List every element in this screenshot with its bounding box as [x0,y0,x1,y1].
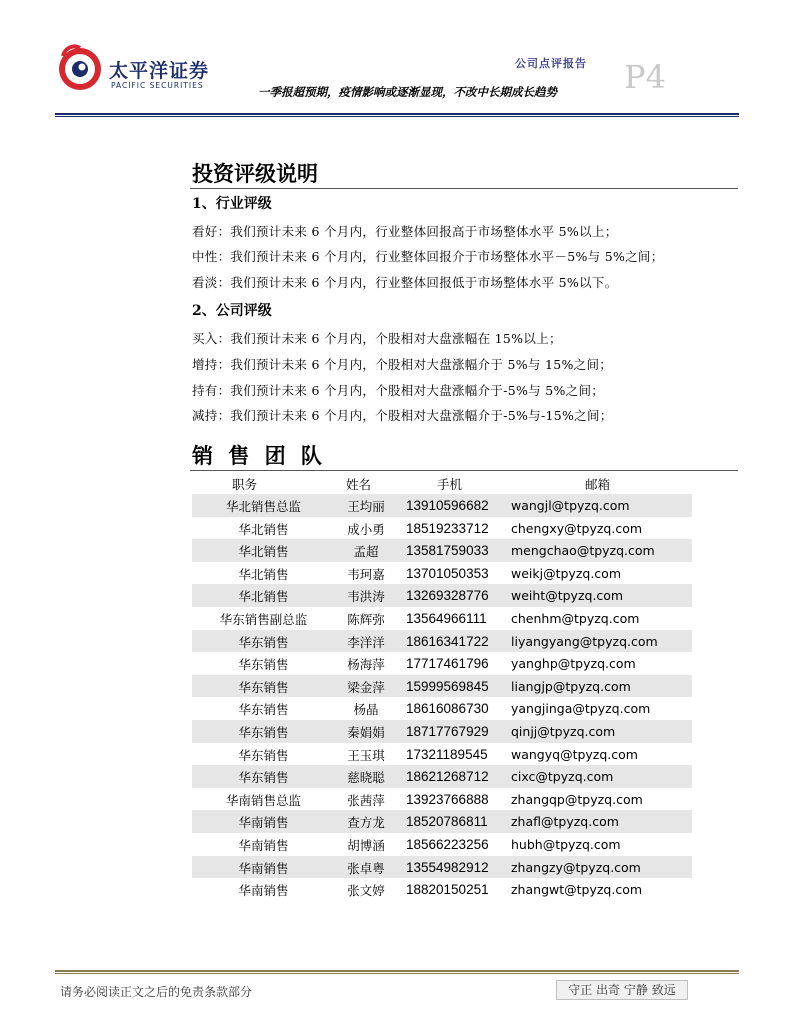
table-row [192,652,692,675]
table-row [192,630,692,653]
cell-name: 查方龙 [347,815,385,831]
table-row [192,517,692,540]
cell-email: yangjinga@tpyzq.com [511,701,651,717]
header-position: 职务 [232,477,258,492]
cell-position: 华南销售 [238,838,289,853]
table-row [192,810,692,833]
cell-name: 张茜萍 [347,792,385,808]
company-rating-line: 持有：我们预计未来 6 个月内，个股相对大盘涨幅介于-5%与 5%之间； [192,383,605,398]
cell-position: 华北销售总监 [225,499,301,514]
cell-position: 华北销售 [238,566,289,582]
cell-phone: 13581759033 [406,543,489,559]
header-divider-thin [55,116,739,117]
company-rating-heading: 2、公司评级 [192,303,272,319]
report-subtitle: 一季报超预期，疫情影响或逐渐显现，不改中长期成长趋势 [258,85,557,99]
cell-position: 华东销售 [238,725,289,740]
cell-email: zhangwt@tpyzq.com [511,882,643,898]
cell-position: 华南销售 [238,860,289,876]
cell-position: 华东销售副总监 [219,612,308,627]
cell-phone: 18519233712 [406,520,489,536]
logo-chinese-name: 太平洋证券 [109,60,210,82]
table-row [192,765,692,788]
cell-phone: 18820150251 [406,882,489,898]
industry-rating-heading: 1、行业评级 [192,196,272,212]
cell-phone: 18717767929 [406,724,489,739]
cell-email: zhangqp@tpyzq.com [511,791,643,807]
logo-english-name: PACIFIC SECURITIES [111,81,204,90]
footer-divider-thin [55,973,739,974]
cell-phone: 13910596682 [406,498,489,513]
header-name: 姓名 [346,477,372,492]
table-row [192,584,692,607]
cell-phone: 17321189545 [406,746,488,762]
cell-position: 华北销售 [238,521,289,537]
sales-table-header [192,475,692,495]
cell-email: liyangyang@tpyzq.com [511,633,658,649]
cell-position: 华东销售 [238,634,289,650]
cell-email: zhangzy@tpyzq.com [511,859,641,875]
cell-position: 华东销售 [238,747,289,763]
table-row [192,788,692,811]
company-rating-line: 减持：我们预计未来 6 个月内，个股相对大盘涨幅介于-5%与-15%之间； [192,408,613,423]
cell-email: yanghp@tpyzq.com [511,656,636,672]
header-phone: 手机 [437,477,463,492]
table-row [192,697,692,720]
cell-email: liangjp@tpyzq.com [511,678,631,694]
cell-phone: 13554982912 [406,859,489,875]
cell-phone: 13564966111 [406,611,487,626]
cell-name: 张卓粤 [347,860,385,876]
cell-phone: 13269328776 [406,588,489,604]
footer-disclaimer: 请务必阅读正文之后的免责条款部分 [60,985,253,999]
rating-title-rule [190,188,738,189]
cell-name: 慈晓聪 [347,770,385,786]
cell-name: 胡博涵 [347,838,385,853]
header-email: 邮箱 [585,477,611,492]
cell-email: cixc@tpyzq.com [511,769,614,785]
report-type: 公司点评报告 [515,57,587,70]
footer-motto: 守正 出奇 宁静 致远 [556,980,688,1000]
cell-phone: 18616341722 [406,633,489,649]
cell-name: 杨海萍 [347,657,385,673]
cell-phone: 13923766888 [406,791,489,807]
table-row [192,607,692,630]
cell-position: 华北销售 [238,544,289,560]
cell-position: 华北销售 [238,589,289,605]
cell-name: 韦珂嘉 [347,566,385,582]
table-row [192,562,692,585]
table-row [192,720,692,743]
table-row [192,743,692,766]
cell-email: chengxy@tpyzq.com [511,520,643,536]
table-row [192,856,692,879]
cell-position: 华东销售 [238,657,289,673]
cell-position: 华南销售 [238,815,289,831]
cell-name: 秦娟娟 [347,725,385,740]
cell-phone: 18616086730 [406,701,489,717]
sales-title-rule [190,470,738,471]
cell-name: 李洋洋 [347,634,385,650]
industry-rating-line: 看好：我们预计未来 6 个月内，行业整体回报高于市场整体水平 5%以上； [192,224,618,239]
cell-name: 王玉琪 [347,747,385,763]
company-rating-line: 买入：我们预计未来 6 个月内，个股相对大盘涨幅在 15%以上； [192,331,562,346]
table-row [192,539,692,562]
cell-name: 孟超 [353,544,379,560]
company-logo [55,42,215,98]
cell-phone: 18566223256 [406,837,489,852]
table-row [192,833,692,856]
cell-name: 梁金萍 [347,679,385,695]
table-row [192,878,692,901]
cell-email: wangyq@tpyzq.com [511,746,638,762]
cell-name: 王均丽 [347,499,385,514]
cell-position: 华东销售 [238,702,289,718]
cell-phone: 18520786811 [406,814,488,830]
cell-email: weiht@tpyzq.com [511,588,624,604]
cell-phone: 13701050353 [406,565,489,581]
cell-email: wangjl@tpyzq.com [511,498,630,513]
cell-phone: 15999569845 [406,678,489,694]
cell-phone: 17717461796 [406,656,489,672]
cell-email: qinjj@tpyzq.com [511,724,616,739]
cell-email: chenhm@tpyzq.com [511,611,640,626]
footer-divider [55,970,739,972]
industry-rating-line: 中性：我们预计未来 6 个月内，行业整体回报介于市场整体水平－5%与 5%之间； [192,249,664,264]
cell-name: 韦洪涛 [347,589,385,605]
cell-email: hubh@tpyzq.com [511,837,621,852]
cell-name: 杨晶 [353,702,379,718]
table-row [192,675,692,698]
table-row [192,494,692,517]
cell-email: mengchao@tpyzq.com [511,543,655,559]
cell-email: zhafl@tpyzq.com [511,814,619,830]
page-number: P4 [624,58,666,96]
cell-phone: 18621268712 [406,769,489,785]
cell-name: 张文婷 [347,883,385,899]
rating-section-title: 投资评级说明 [192,161,318,186]
cell-position: 华东销售 [238,679,289,695]
pacific-logo-icon [55,42,105,94]
cell-position: 华南销售总监 [225,792,301,808]
industry-rating-line: 看淡：我们预计未来 6 个月内，行业整体回报低于市场整体水平 5%以下。 [192,275,618,290]
cell-name: 成小勇 [347,521,385,537]
cell-email: weikj@tpyzq.com [511,565,621,581]
sales-team-title: 销 售 团 队 [192,443,326,468]
cell-name: 陈辉弥 [347,612,385,627]
header-divider [55,113,739,115]
cell-position: 华南销售 [238,883,289,899]
cell-position: 华东销售 [238,770,289,786]
company-rating-line: 增持：我们预计未来 6 个月内，个股相对大盘涨幅介于 5%与 15%之间； [192,357,613,372]
